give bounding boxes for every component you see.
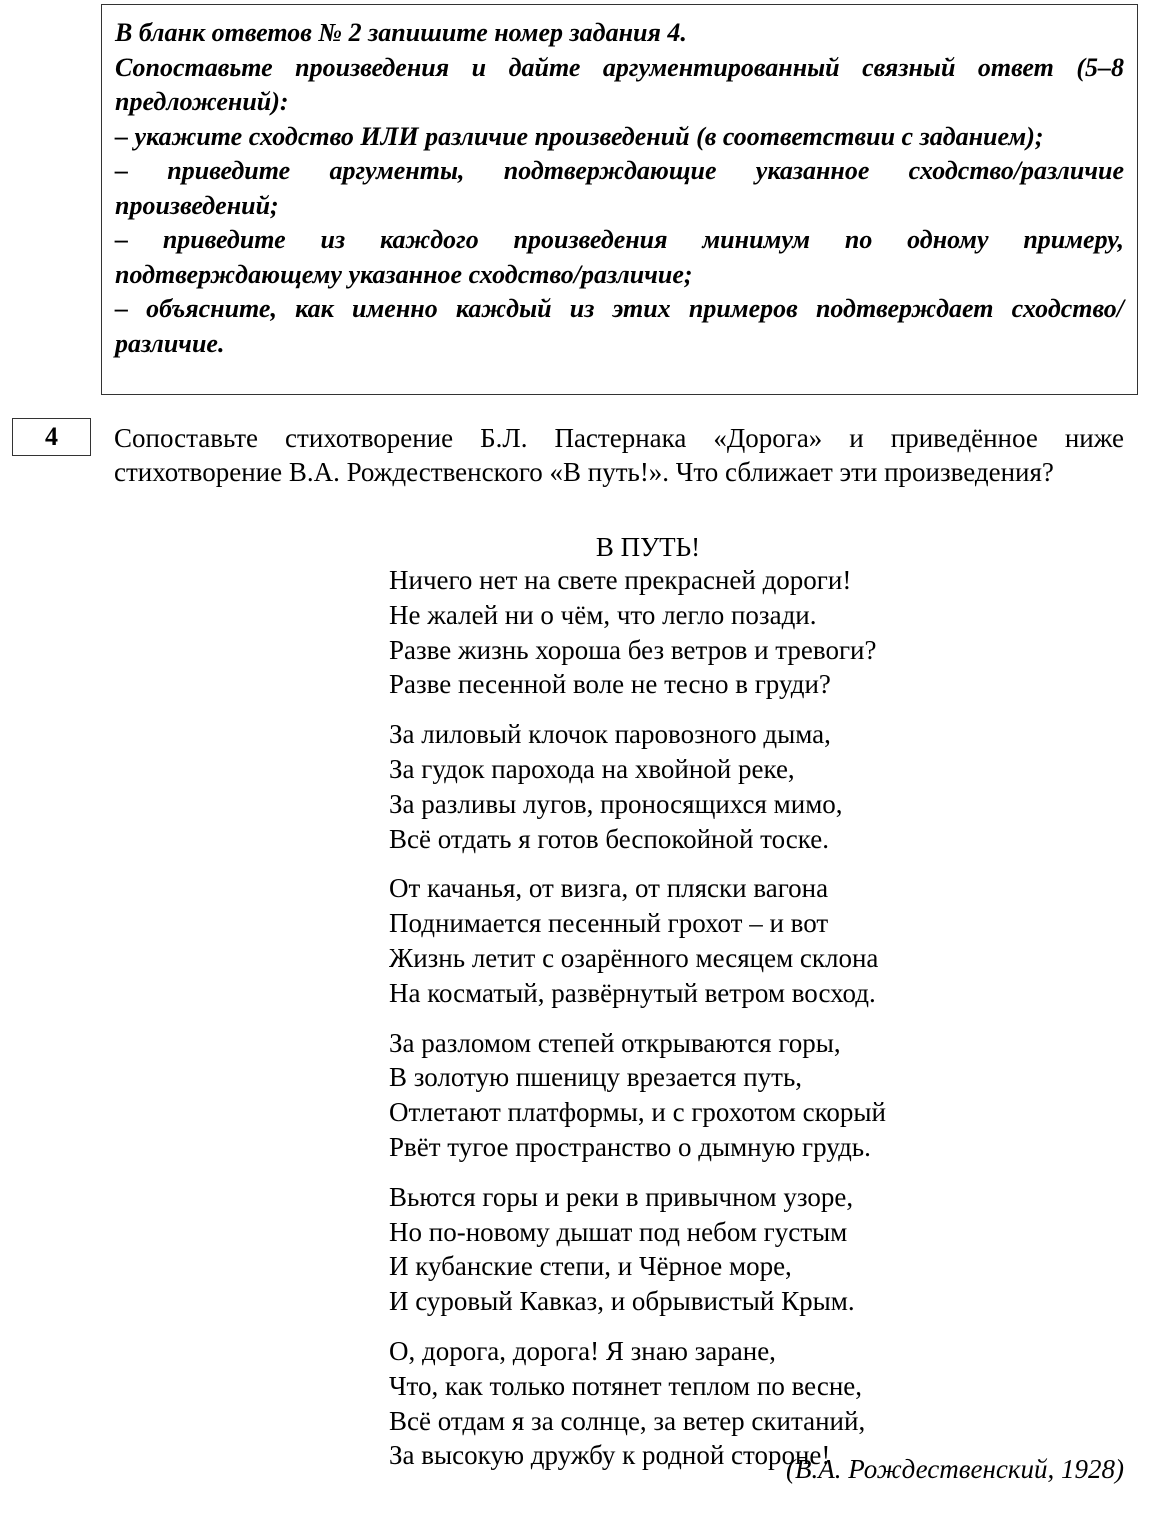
verse-line: Поднимается песенный грохот – и вот xyxy=(389,908,829,939)
verse-line: Вьются горы и реки в привычном узоре, xyxy=(389,1181,854,1212)
task-number-box: 4 xyxy=(12,418,91,456)
verse-line: За высокую дружбу к родной стороне! xyxy=(389,1440,831,1471)
instruction-line: – укажите сходство ИЛИ различие произведений (в соответствии с заданием); xyxy=(115,121,1044,151)
verse-line: Ничего нет на свете прекрасней дороги! xyxy=(389,565,852,595)
verse-line: Что, как только потянет теплом по весне, xyxy=(389,1370,863,1401)
verse-line: Всё отдам я за солнце, за ветер скитаний, xyxy=(389,1405,866,1436)
poem-attribution: (В.А. Рождественский, 1928) xyxy=(786,1454,1124,1484)
instruction-line: В бланк ответов № 2 запишите номер задания 4. xyxy=(115,18,687,47)
poem-stanza xyxy=(389,871,1089,1010)
poem-stanza xyxy=(389,1180,1089,1319)
poem-stanza xyxy=(389,717,1089,856)
verse-line: О, дорога, дорога! Я знаю заране, xyxy=(389,1335,776,1366)
verse-line: От качанья, от визга, от пляски вагона xyxy=(389,873,829,904)
verse-line: За лиловый клочок паровозного дыма, xyxy=(389,719,831,750)
verse-line: За разливы лугов, проносящихся мимо, xyxy=(389,788,843,819)
verse-line: Не жалей ни о чём, что легло позади. xyxy=(389,599,817,630)
verse-line: Рвёт тугое пространство о дымную грудь. xyxy=(389,1131,871,1162)
poem-body xyxy=(389,563,1089,1488)
verse-line: И суровый Кавказ, и обрывистый Крым. xyxy=(389,1286,855,1317)
instruction-line: Сопоставьте произведения и дайте аргументированный связный ответ (5–8 предложений): xyxy=(115,52,1124,116)
instruction-line: – объясните, как именно каждый из этих примеров подтверждает сходство/различие. xyxy=(115,294,1124,358)
verse-line: Всё отдать я готов беспокойной тоске. xyxy=(389,823,829,854)
poem-stanza xyxy=(389,1026,1089,1165)
task-text: Сопоставьте стихотворение Б.Л. Пастернака «Дорога» и приведённое ниже стихотворение В.А. Рождественского «В путь!». Что сближает эти произведения? xyxy=(114,423,1124,487)
instructions-box xyxy=(101,4,1138,395)
verse-line: На косматый, развёрнутый ветром восход. xyxy=(389,977,876,1008)
instruction-line: – приведите аргументы, подтверждающие указанное сходство/различие произведений; xyxy=(115,156,1124,220)
poem-title: В ПУТЬ! xyxy=(595,532,701,562)
verse-line: Жизнь летит с озарённого месяцем склона xyxy=(389,942,879,973)
poem-stanza xyxy=(389,563,1089,702)
instruction-line: – приведите из каждого произведения минимум по одному примеру, подтверждающему указанное сходство/различие; xyxy=(115,225,1124,289)
verse-line: И кубанские степи, и Чёрное море, xyxy=(389,1251,792,1282)
verse-line: За разломом степей открываются горы, xyxy=(389,1027,841,1058)
verse-line: Но по-новому дышат под небом густым xyxy=(389,1216,848,1247)
verse-line: Разве жизнь хороша без ветров и тревоги? xyxy=(389,634,877,665)
verse-line: Отлетают платформы, и с грохотом скорый xyxy=(389,1097,886,1128)
verse-line: В золотую пшеницу врезается путь, xyxy=(389,1062,803,1093)
verse-line: Разве песенной воле не тесно в груди? xyxy=(389,669,831,700)
verse-line: За гудок парохода на хвойной реке, xyxy=(389,753,795,784)
